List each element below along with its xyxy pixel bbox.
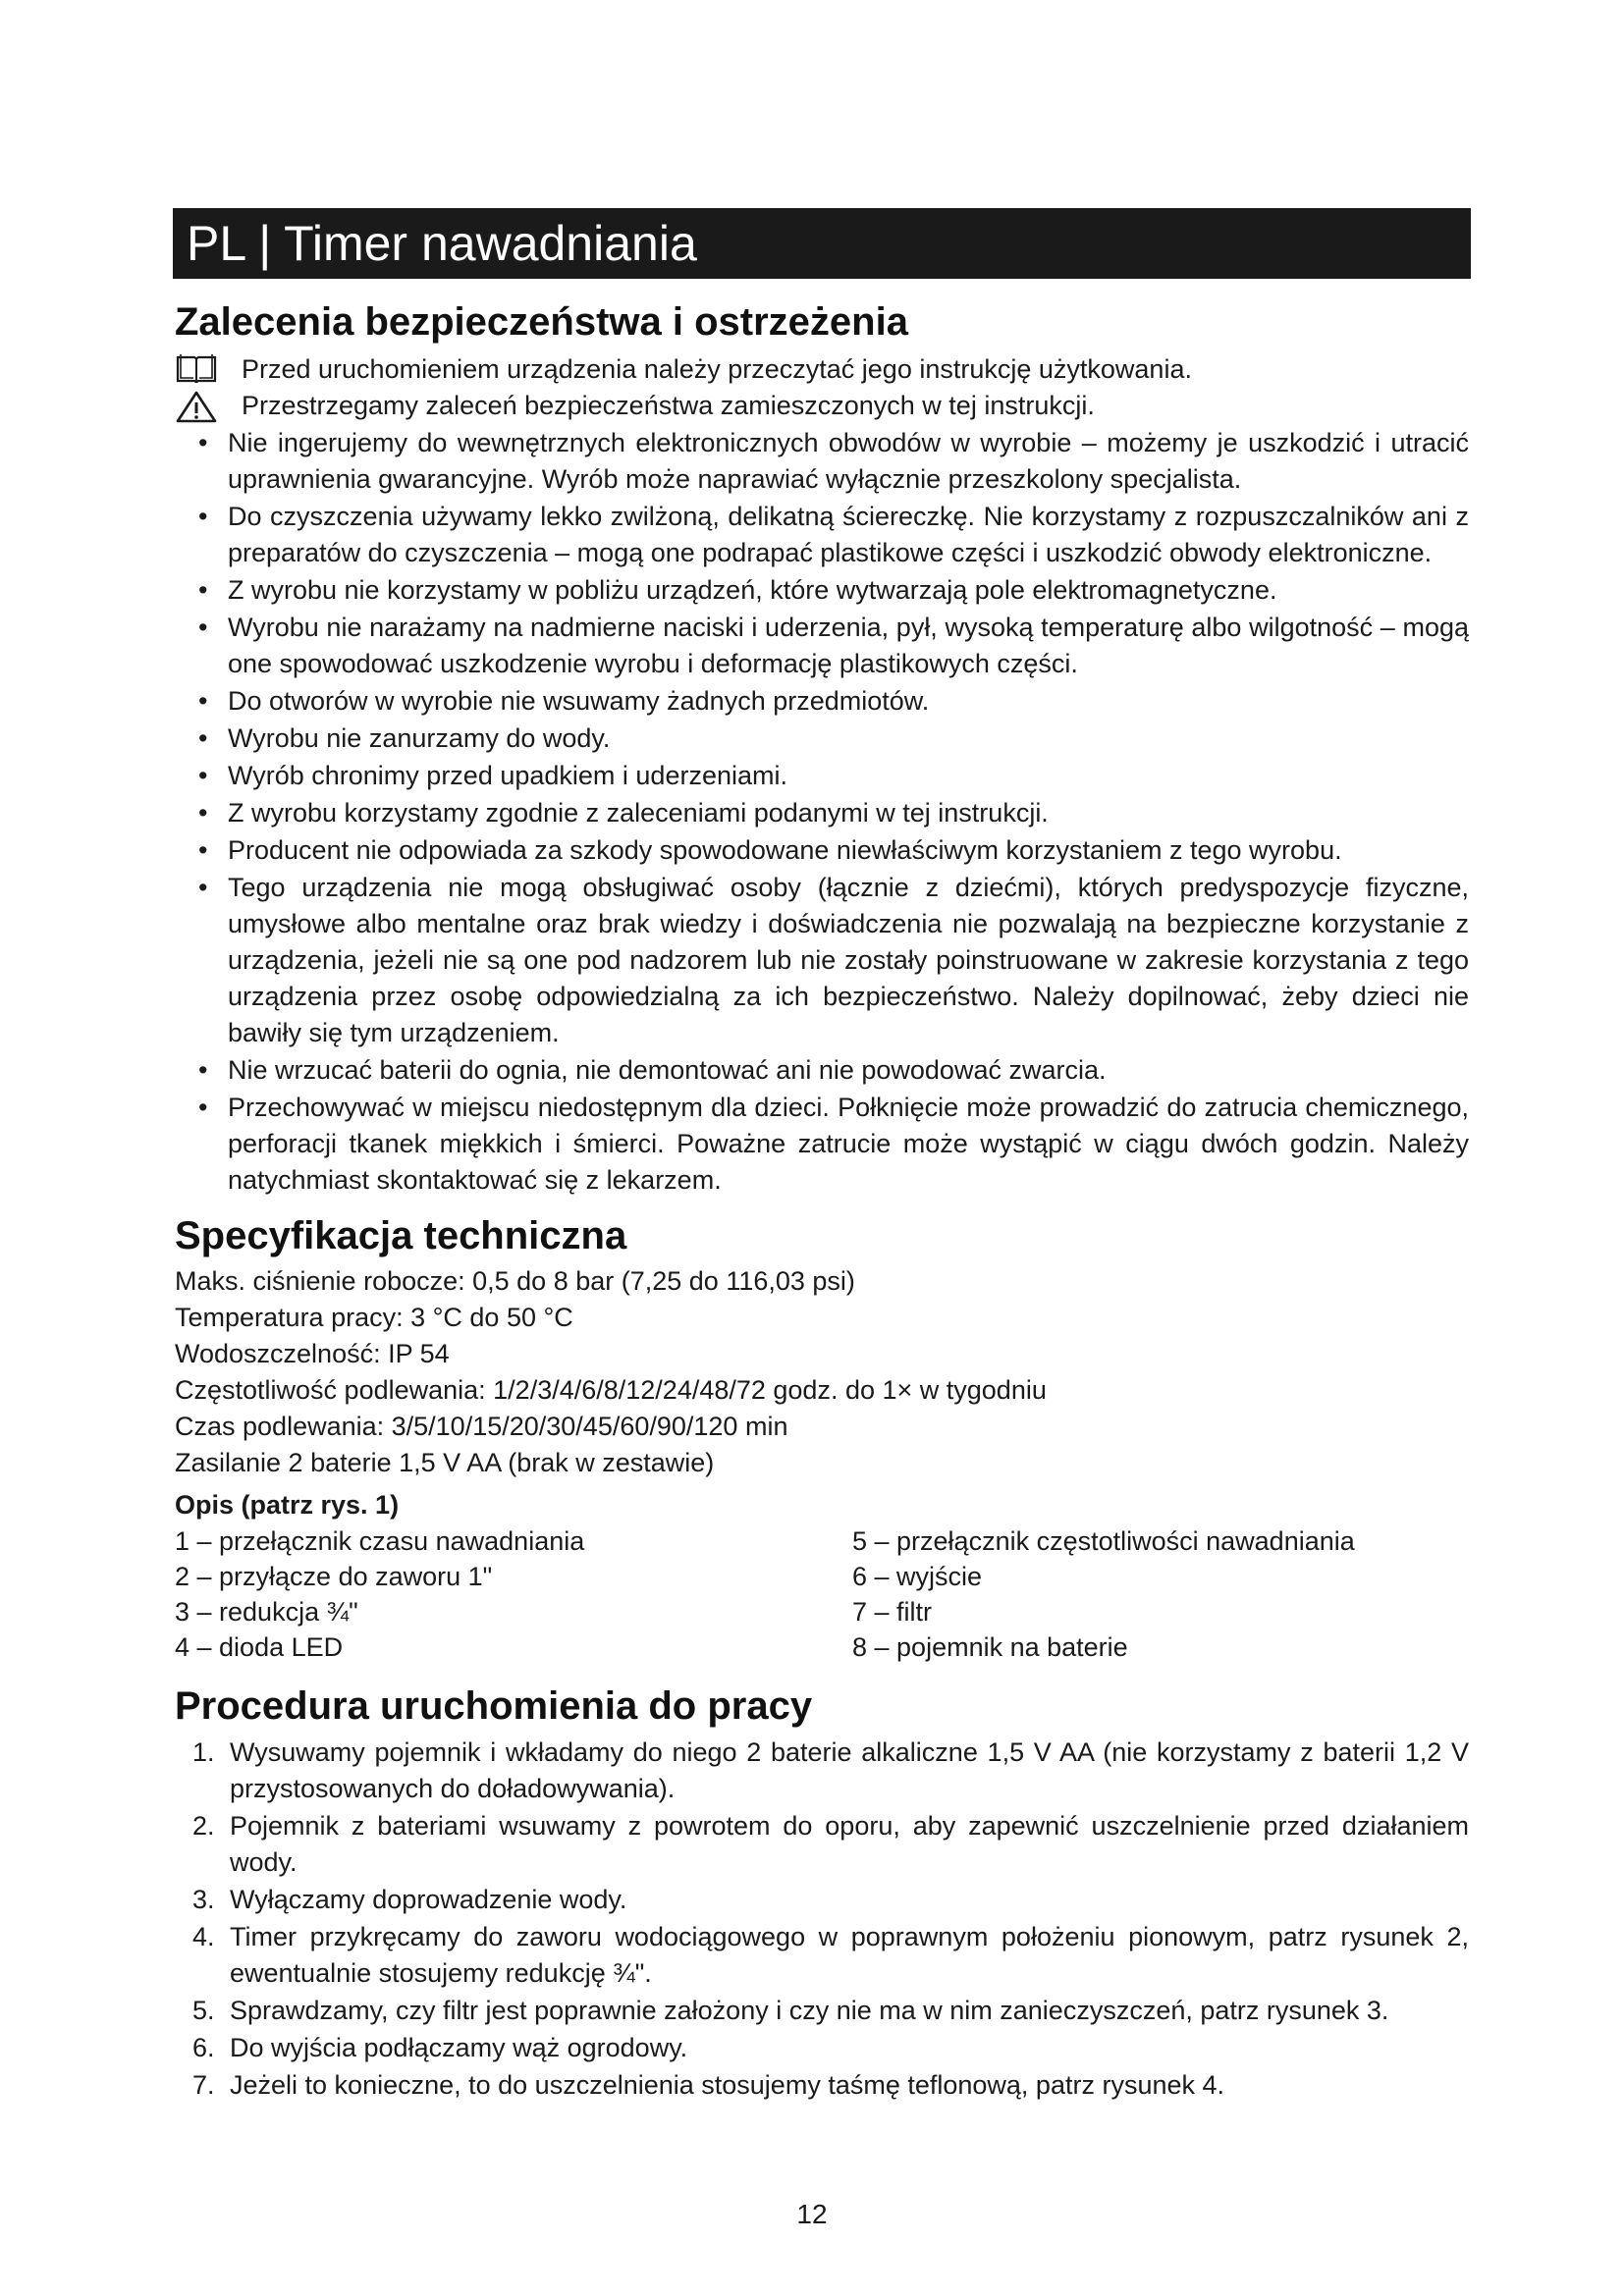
spec-line: Częstotliwość podlewania: 1/2/3/4/6/8/12/24/48/72 godz. do 1× w tygodniu [175,1375,1047,1405]
list-item: • Wyrób chronimy przed upadkiem i uderzeniami. [175,758,1469,794]
list-item: • Nie ingerujemy do wewnętrznych elektronicznych obwodów w wyrobie – możemy je uszkodzić i utracić uprawnienia gwarancyjne. Wyrób może naprawiać wyłącznie przeszkolony specjalista. [175,425,1469,498]
list-item: • Tego urządzenia nie mogą obsługiwać osoby (łącznie z dziećmi), których predyspozycje fizyczne, umysłowe albo mentalne oraz brak wiedzy i doświadczenia nie pozwalają na bezpieczne korzystanie z urządzenia, jeżeli nie są one pod nadzorem lub nie zostały poinstruowane w zakresie korzystania z tego urządzenia przez osobę odpowiedzialną za ich bezpieczeństwo. Należy dopilnować, żeby dzieci nie bawiły się tym urządzeniem. [175,870,1469,1051]
step-item [175,1808,1469,1881]
step-text: Jeżeli to konieczne, to do uszczelnienia stosujemy taśmę teflonową, patrz rysunek 4. [230,2070,1225,2100]
step-item [175,2067,1469,2104]
spec-line: Zasilanie 2 baterie 1,5 V AA (brak w zestawie) [175,1448,715,1477]
step-number: 5. [192,1996,215,2025]
description-item: 4 – dioda LED [175,1632,344,1662]
procedure-steps [175,1735,1469,2104]
step-text: Sprawdzamy, czy filtr jest poprawnie założony i czy nie ma w nim zanieczyszczeń, patrz rysunek 3. [230,1996,1389,2025]
step-number: 1. [192,1737,215,1767]
step-text: Wyłączamy doprowadzenie wody. [230,1885,627,1914]
step-item [175,1882,1469,1918]
step-text: Pojemnik z bateriami wsuwamy z powrotem do oporu, aby zapewnić uszczelnienie przed działaniem wody. [230,1811,1469,1877]
step-text: Do wyjścia podłączamy wąż ogrodowy. [230,2033,688,2062]
spec-line: Maks. ciśnienie robocze: 0,5 do 8 bar (7,25 do 116,03 psi) [175,1266,855,1296]
step-number: 7. [192,2070,215,2100]
step-item [175,1919,1469,1992]
step-text: Timer przykręcamy do zaworu wodociągowego w poprawnym położeniu pionowym, patrz rysunek 2, ewentualnie stosujemy redukcję ¾". [230,1922,1469,1988]
book-icon [175,351,232,388]
list-item: • Do czyszczenia używamy lekko zwilżoną, delikatną ściereczkę. Nie korzystamy z rozpuszczalników ani z preparatów do czyszczenia – mogą one podrapać plastikowe części i uszkodzić obwody elektroniczne. [175,499,1469,571]
warning-note-text: Przestrzegamy zaleceń bezpieczeństwa zamieszczonych w tej instrukcji. [242,391,1095,420]
page-number: 12 [796,2199,828,2229]
spec-line: Temperatura pracy: 3 °C do 50 °C [175,1303,573,1332]
safety-list [175,425,1469,1199]
list-item: • Do otworów w wyrobie nie wsuwamy żadnych przedmiotów. [175,683,1469,720]
spec-heading: Specyfikacja techniczna [175,1214,627,1257]
list-item: • Wyrobu nie zanurzamy do wody. [175,721,1469,757]
book-note-text: Przed uruchomieniem urządzenia należy przeczytać jego instrukcję użytkowania. [242,354,1192,384]
description-item: 8 – pojemnik na baterie [852,1632,1128,1662]
step-item [175,2030,1469,2066]
description-item: 7 – filtr [852,1597,933,1627]
list-item: • Wyrobu nie narażamy na nadmierne naciski i uderzenia, pył, wysoką temperaturę albo wilgotność – mogą one spowodować uszkodzenie wyrobu i deformację plastikowych części. [175,610,1469,682]
page-title: PL | Timer nawadniania [173,208,1471,279]
list-item: • Nie wrzucać baterii do ognia, nie demontować ani nie powodować zwarcia. [175,1052,1469,1089]
step-text: Wysuwamy pojemnik i wkładamy do niego 2 baterie alkaliczne 1,5 V AA (nie korzystamy z baterii 1,2 V przystosowanych do doładowywania). [230,1737,1469,1803]
safety-heading: Zalecenia bezpieczeństwa i ostrzeżenia [175,300,908,344]
description-item: 5 – przełącznik częstotliwości nawadniania [852,1526,1355,1556]
content [175,294,1469,2104]
warning-icon [175,388,232,424]
spec-list [175,1263,1469,1481]
description-item: 2 – przyłącze do zaworu 1" [175,1562,493,1591]
description-heading: Opis (patrz rys. 1) [175,1490,400,1520]
spec-line: Czas podlewania: 3/5/10/15/20/30/45/60/90/120 min [175,1412,788,1441]
description-item: 6 – wyjście [852,1562,983,1591]
description-list [175,1523,1469,1665]
warning-note [175,388,1469,424]
list-item: • Producent nie odpowiada za szkody spowodowane niewłaściwym korzystaniem z tego wyrobu. [175,832,1469,869]
step-number: 6. [192,2033,215,2062]
step-number: 2. [192,1811,215,1841]
step-number: 3. [192,1885,215,1914]
list-item: • Przechowywać w miejscu niedostępnym dla dzieci. Połknięcie może prowadzić do zatrucia chemicznego, perforacji tkanek miękkich i śmierci. Poważne zatrucie może wystąpić w ciągu dwóch godzin. Należy natychmiast skontaktować się z lekarzem. [175,1090,1469,1199]
step-number: 4. [192,1922,215,1951]
description-item: 3 – redukcja ¾" [175,1597,358,1627]
procedure-heading: Procedura uruchomienia do pracy [175,1684,813,1728]
list-item: • Z wyrobu korzystamy zgodnie z zaleceniami podanymi w tej instrukcji. [175,795,1469,831]
spec-line: Wodoszczelność: IP 54 [175,1339,450,1368]
description-item: 1 – przełącznik czasu nawadniania [175,1526,585,1556]
book-note [175,351,1469,388]
step-item [175,1735,1469,1807]
step-item [175,1993,1469,2029]
list-item: • Z wyrobu nie korzystamy w pobliżu urządzeń, które wytwarzają pole elektromagnetyczne. [175,572,1469,609]
